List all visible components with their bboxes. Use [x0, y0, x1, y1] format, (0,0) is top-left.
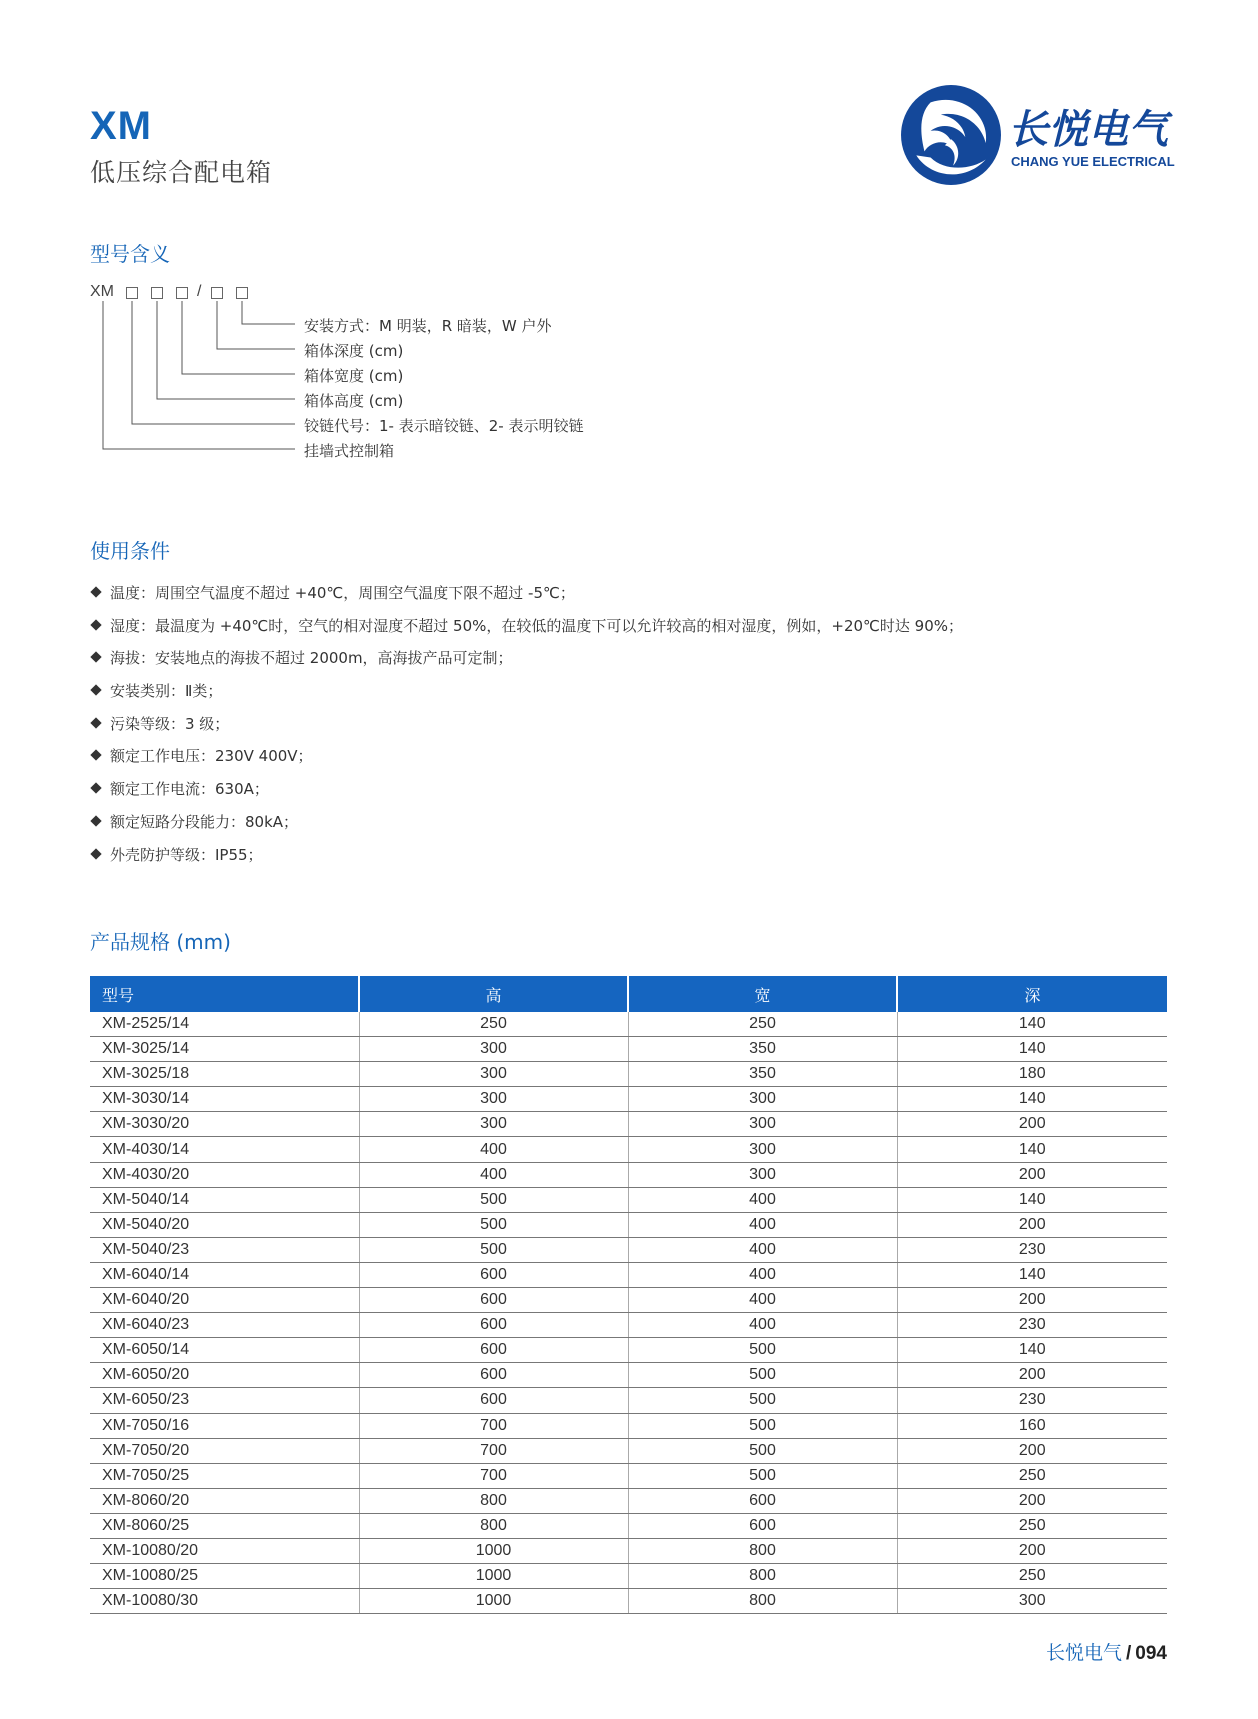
- spec-table-header-row: [90, 976, 1167, 1012]
- table-row: [90, 1388, 1167, 1413]
- cell-depth: 200: [897, 1162, 1167, 1187]
- condition-text: 温度：周围空气温度不超过 +40℃，周围空气温度下限不超过 -5℃；: [110, 584, 575, 602]
- cell-depth: 160: [897, 1413, 1167, 1438]
- conditions-title: 使用条件: [90, 539, 170, 563]
- table-row: [90, 1513, 1167, 1538]
- cell-model: XM-7050/20: [90, 1438, 359, 1463]
- table-row: [90, 1037, 1167, 1062]
- table-row: [90, 1538, 1167, 1563]
- spec-table-body: [90, 1012, 1167, 1614]
- cell-width: 400: [628, 1237, 897, 1262]
- cell-width: 800: [628, 1589, 897, 1614]
- cell-model: XM-7050/25: [90, 1463, 359, 1488]
- cell-width: 500: [628, 1363, 897, 1388]
- cell-model: XM-2525/14: [90, 1012, 359, 1037]
- condition-text: 额定工作电流：630A；: [110, 780, 269, 799]
- table-row: [90, 1313, 1167, 1338]
- table-row: [90, 1262, 1167, 1287]
- table-row: [90, 1187, 1167, 1212]
- diamond-bullet-icon: [90, 586, 101, 597]
- cell-height: 400: [359, 1137, 628, 1162]
- table-row: [90, 1589, 1167, 1614]
- cell-height: 1000: [359, 1538, 628, 1563]
- cell-height: 600: [359, 1338, 628, 1363]
- table-row: [90, 1338, 1167, 1363]
- meaning-width: 箱体宽度 (cm): [304, 367, 404, 385]
- cell-width: 500: [628, 1388, 897, 1413]
- diamond-bullet-icon: [90, 619, 101, 630]
- cell-model: XM-4030/14: [90, 1137, 359, 1162]
- cell-width: 500: [628, 1413, 897, 1438]
- cell-depth: 250: [897, 1463, 1167, 1488]
- cell-depth: 140: [897, 1137, 1167, 1162]
- column-header-width: 宽: [628, 976, 897, 1012]
- cell-height: 500: [359, 1212, 628, 1237]
- column-header-depth: 深: [897, 976, 1167, 1012]
- meaning-depth: 箱体深度 (cm): [304, 342, 404, 360]
- cell-depth: 140: [897, 1037, 1167, 1062]
- cell-width: 500: [628, 1338, 897, 1363]
- cell-depth: 300: [897, 1589, 1167, 1614]
- cell-width: 400: [628, 1187, 897, 1212]
- cell-width: 600: [628, 1513, 897, 1538]
- model-prefix: XM: [90, 283, 114, 300]
- swirl-logo-icon: [900, 84, 1002, 186]
- product-name: 低压综合配电箱: [90, 158, 273, 187]
- meaning-install-method: 安装方式：M 明装，R 暗装，W 户外: [304, 317, 552, 335]
- cell-model: XM-6050/20: [90, 1363, 359, 1388]
- table-row: [90, 1212, 1167, 1237]
- conditions-list: [90, 584, 1190, 878]
- cell-model: XM-6050/14: [90, 1338, 359, 1363]
- diamond-bullet-icon: [90, 815, 101, 826]
- cell-height: 500: [359, 1237, 628, 1262]
- cell-model: XM-5040/20: [90, 1212, 359, 1237]
- cell-height: 400: [359, 1162, 628, 1187]
- cell-width: 250: [628, 1012, 897, 1037]
- cell-width: 300: [628, 1162, 897, 1187]
- cell-height: 700: [359, 1438, 628, 1463]
- column-header-model: 型号: [90, 976, 359, 1012]
- cell-width: 400: [628, 1212, 897, 1237]
- condition-text: 海拔：安装地点的海拔不超过 2000m，高海拔产品可定制；: [110, 649, 513, 668]
- cell-height: 600: [359, 1388, 628, 1413]
- diamond-bullet-icon: [90, 848, 101, 859]
- condition-text: 额定短路分段能力：80kA；: [110, 812, 299, 831]
- cell-width: 800: [628, 1538, 897, 1563]
- table-row: [90, 1564, 1167, 1589]
- cell-height: 700: [359, 1463, 628, 1488]
- cell-model: XM-6040/23: [90, 1313, 359, 1338]
- cell-model: XM-3025/14: [90, 1037, 359, 1062]
- cell-model: XM-8060/20: [90, 1488, 359, 1513]
- cell-model: XM-7050/16: [90, 1413, 359, 1438]
- logo-chinese-name: 长悦电气: [1008, 106, 1168, 153]
- table-row: [90, 1112, 1167, 1137]
- model-code-diagram: [90, 283, 710, 473]
- condition-text: 外壳防护等级：IP55；: [110, 845, 263, 864]
- cell-model: XM-6050/23: [90, 1388, 359, 1413]
- diamond-bullet-icon: [90, 684, 101, 695]
- cell-width: 400: [628, 1288, 897, 1313]
- table-row: [90, 1237, 1167, 1262]
- cell-model: XM-10080/20: [90, 1538, 359, 1563]
- cell-depth: 230: [897, 1388, 1167, 1413]
- cell-height: 800: [359, 1513, 628, 1538]
- cell-width: 300: [628, 1087, 897, 1112]
- cell-depth: 180: [897, 1062, 1167, 1087]
- condition-text: 污染等级：3 级；: [110, 714, 230, 733]
- meaning-wall-mounted: 挂墙式控制箱: [304, 442, 395, 460]
- cell-depth: 200: [897, 1488, 1167, 1513]
- table-row: [90, 1012, 1167, 1037]
- cell-model: XM-4030/20: [90, 1162, 359, 1187]
- cell-depth: 200: [897, 1538, 1167, 1563]
- cell-depth: 200: [897, 1363, 1167, 1388]
- condition-item: [90, 780, 1190, 813]
- condition-text: 安装类别：Ⅱ类；: [110, 682, 223, 701]
- condition-item: [90, 846, 1190, 879]
- cell-width: 800: [628, 1564, 897, 1589]
- cell-height: 1000: [359, 1589, 628, 1614]
- cell-width: 400: [628, 1262, 897, 1287]
- cell-height: 500: [359, 1187, 628, 1212]
- cell-height: 300: [359, 1087, 628, 1112]
- column-header-height: 高: [359, 976, 628, 1012]
- table-row: [90, 1137, 1167, 1162]
- cell-model: XM-10080/30: [90, 1589, 359, 1614]
- cell-depth: 230: [897, 1313, 1167, 1338]
- cell-model: XM-10080/25: [90, 1564, 359, 1589]
- table-row: [90, 1162, 1167, 1187]
- model-meaning-title: 型号含义: [90, 242, 170, 266]
- cell-width: 300: [628, 1137, 897, 1162]
- page-number: 094: [1135, 1643, 1167, 1664]
- condition-text: 额定工作电压：230V 400V；: [110, 747, 313, 766]
- cell-height: 700: [359, 1413, 628, 1438]
- cell-depth: 200: [897, 1212, 1167, 1237]
- condition-text: 湿度：最温度为 +40℃时，空气的相对湿度不超过 50%，在较低的温度下可以允许较高的相对湿度，例如，+20℃时达 90%；: [110, 616, 963, 635]
- table-row: [90, 1463, 1167, 1488]
- cell-depth: 200: [897, 1288, 1167, 1313]
- cell-model: XM-3025/18: [90, 1062, 359, 1087]
- table-row: [90, 1363, 1167, 1388]
- cell-height: 800: [359, 1488, 628, 1513]
- cell-height: 300: [359, 1112, 628, 1137]
- cell-model: XM-3030/20: [90, 1112, 359, 1137]
- condition-item: [90, 649, 1190, 682]
- cell-depth: 250: [897, 1513, 1167, 1538]
- footer-brand: 长悦电气: [1046, 1642, 1123, 1664]
- cell-model: XM-6040/14: [90, 1262, 359, 1287]
- cell-depth: 200: [897, 1438, 1167, 1463]
- diamond-bullet-icon: [90, 750, 101, 761]
- condition-item: [90, 813, 1190, 846]
- diamond-bullet-icon: [90, 652, 101, 663]
- cell-width: 300: [628, 1112, 897, 1137]
- table-row: [90, 1087, 1167, 1112]
- cell-depth: 140: [897, 1262, 1167, 1287]
- cell-height: 250: [359, 1012, 628, 1037]
- cell-width: 500: [628, 1463, 897, 1488]
- table-row: [90, 1288, 1167, 1313]
- condition-item: [90, 682, 1190, 715]
- table-row: [90, 1488, 1167, 1513]
- cell-depth: 250: [897, 1564, 1167, 1589]
- table-row: [90, 1062, 1167, 1087]
- diamond-bullet-icon: [90, 782, 101, 793]
- logo-english-name: CHANG YUE ELECTRICAL: [1011, 154, 1175, 169]
- table-row: [90, 1413, 1167, 1438]
- page-footer: [1046, 1638, 1167, 1665]
- product-code: XM: [90, 104, 152, 148]
- cell-depth: 140: [897, 1187, 1167, 1212]
- cell-height: 1000: [359, 1564, 628, 1589]
- diamond-bullet-icon: [90, 717, 101, 728]
- cell-model: XM-3030/14: [90, 1087, 359, 1112]
- cell-model: XM-6040/20: [90, 1288, 359, 1313]
- cell-height: 300: [359, 1037, 628, 1062]
- spec-table: [90, 976, 1167, 1614]
- spec-title: 产品规格 (mm): [90, 930, 231, 954]
- cell-height: 600: [359, 1262, 628, 1287]
- cell-model: XM-5040/23: [90, 1237, 359, 1262]
- footer-separator: /: [1126, 1643, 1132, 1664]
- cell-height: 300: [359, 1062, 628, 1087]
- cell-depth: 200: [897, 1112, 1167, 1137]
- condition-item: [90, 584, 1190, 617]
- meaning-hinge-code: 铰链代号：1- 表示暗铰链、2- 表示明铰链: [304, 417, 584, 435]
- cell-model: XM-8060/25: [90, 1513, 359, 1538]
- cell-width: 600: [628, 1488, 897, 1513]
- cell-depth: 140: [897, 1012, 1167, 1037]
- cell-height: 600: [359, 1288, 628, 1313]
- model-slash: /: [197, 283, 202, 300]
- cell-width: 500: [628, 1438, 897, 1463]
- cell-height: 600: [359, 1313, 628, 1338]
- table-row: [90, 1438, 1167, 1463]
- cell-width: 350: [628, 1037, 897, 1062]
- cell-depth: 230: [897, 1237, 1167, 1262]
- brand-logo: [900, 84, 1175, 188]
- cell-height: 600: [359, 1363, 628, 1388]
- cell-depth: 140: [897, 1087, 1167, 1112]
- cell-width: 350: [628, 1062, 897, 1087]
- condition-item: [90, 617, 1190, 650]
- cell-width: 400: [628, 1313, 897, 1338]
- cell-depth: 140: [897, 1338, 1167, 1363]
- meaning-height: 箱体高度 (cm): [304, 392, 404, 410]
- condition-item: [90, 715, 1190, 748]
- condition-item: [90, 747, 1190, 780]
- cell-model: XM-5040/14: [90, 1187, 359, 1212]
